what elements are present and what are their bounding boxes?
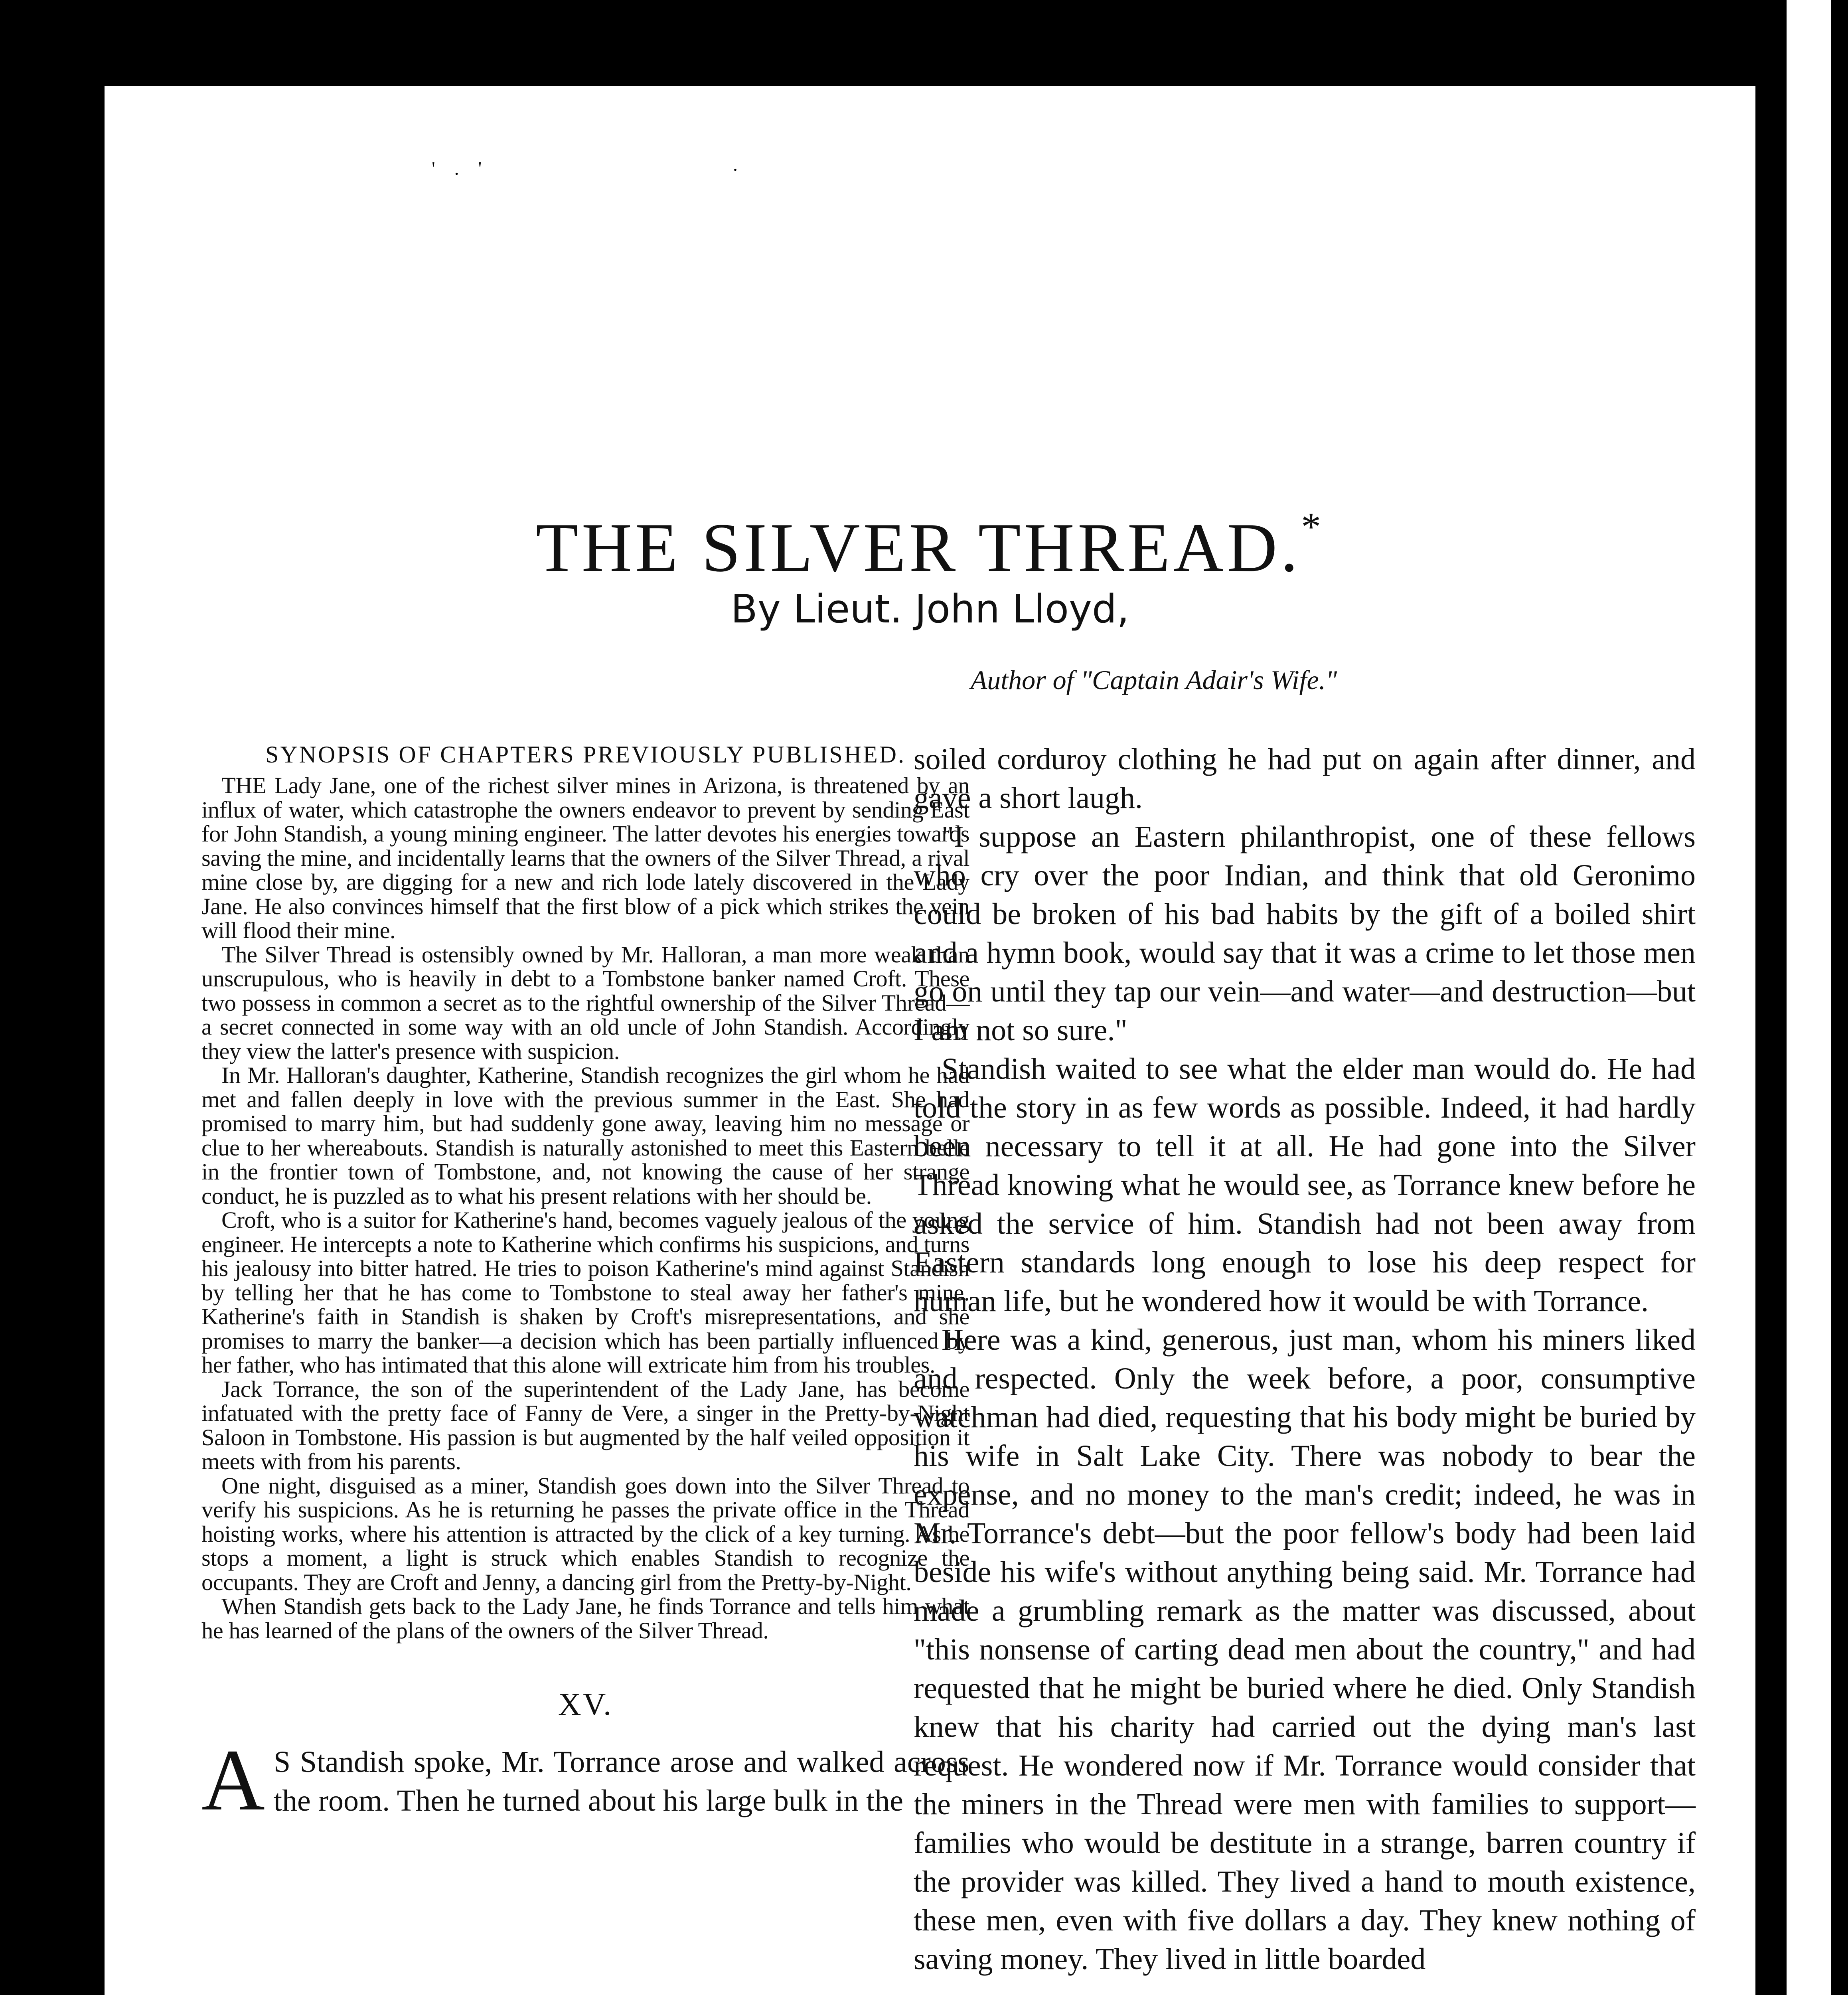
article-title	[105, 504, 1755, 588]
chapter-opening	[201, 1731, 969, 1829]
left-column	[201, 740, 969, 1829]
byline: By Lieut. John Lloyd,	[731, 587, 1129, 632]
synopsis-paragraph: When Standish gets back to the Lady Jane, he finds Torrance and tells him what he has learned of the plans of the owners of the Silver Thread.	[201, 1593, 969, 1643]
author-of-line: Author of "Captain Adair's Wife."	[970, 665, 1337, 695]
continued-paragraph: soiled corduroy clothing he had put on again after dinner, and gave a short laugh.	[914, 743, 1696, 815]
chapter-number: XV.	[558, 1687, 613, 1722]
synopsis-paragraph: One night, disguised as a miner, Standish goes down into the Silver Thread to verify his suspicions. As he is returning he passes the private office in the Thread hoisting works, where his attention is attracted by the click of a key turning. As he stops a moment, a light is struck which enables Standish to recognize the occupants. They are Croft and Jenny, a dancing girl from the Pretty-by-Night.	[201, 1472, 969, 1595]
synopsis-paragraph: Croft, who is a suitor for Katherine's hand, becomes vaguely jealous of the young engineer. He intercepts a note to Katherine which confirms his suspicions, and turns his jealousy into bitter hatred. He tries to poison Katherine's mind against Standish by telling her that he has come to Tombstone to steal away her father's mine. Katherine's faith in Standish is shaken by Croft's misrepresentations, and she promises to marry the banker—a decision which has been partially influenced by her father, who has intimated that this alone will extricate him from his troubles.	[201, 1207, 969, 1378]
synopsis-paragraph: The Silver Thread is ostensibly owned by Mr. Halloran, a man more weak than unscrupulous, who is heavily in debt to a Tombstone banker named Croft. These two possess in common a secret as to the rightful ownership of the Silver Thread—a secret connected in some way with an old uncle of John Standish. Accordingly they view the latter's presence with suspicion.	[201, 941, 969, 1064]
synopsis-paragraph: THE Lady Jane, one of the richest silver mines in Arizona, is threatened by an influx of water, which catastrophe the owners endeavor to prevent by sending East for John Standish, a young mining engineer. The latter devotes his energies towards saving the mine, and incidentally learns that the owners of the Silver Thread, a rival mine close by, are digging for a new and rich lode lately discovered in the Lady Jane. He also convinces himself that the first blow of a pick which strikes the vein will flood their mine.	[201, 772, 969, 943]
header-specks: ' . '	[432, 158, 489, 179]
story-paragraph: "I suppose an Eastern philanthropist, one of these fellows who cry over the poor Indian, and think that old Geronimo could be broken of his bad habits by the gift of a boiled shirt and a hymn book, would say that it was a crime to let those men go on until they tap our vein—and water—and destruction—but I am not so sure."	[914, 820, 1696, 1047]
drop-cap: A	[201, 1731, 265, 1829]
story-paragraph: Standish waited to see what the elder man would do. He had told the story in as few words as possible. Indeed, it had hardly been necessary to tell it at all. He had gone into the Silver Thread knowing what he would see, as Torrance knew before he asked the service of him. Standish had not been away from Eastern standards long enough to lose his deep respect for human life, but he wondered how it would be with Torrance.	[914, 1052, 1696, 1318]
right-column	[914, 740, 1696, 1979]
title-footnote-mark: *	[1301, 504, 1325, 549]
title-text: THE SILVER THREAD.	[535, 509, 1301, 587]
header-dot: .	[733, 154, 738, 175]
chapter-opening-text: S Standish spoke, Mr. Torrance arose and walked across the room. Then he turned about his large bulk in the	[273, 1745, 969, 1817]
story-paragraph: Here was a kind, generous, just man, whom his miners liked and respected. Only the week before, a poor, consumptive watchman had died, requesting that his body might be buried by his wife in Salt Lake City. There was nobody to bear the expense, and no money to the man's credit; indeed, he was in Mr. Torrance's debt—but the poor fellow's body had been laid beside his wife's without anything being said. Mr. Torrance had made a grumbling remark as the matter was discussed, about "this nonsense of carting dead men about the country," and had requested that he might be buried where he died. Only Standish knew that his charity had carried out the dying man's last request. He wondered now if Mr. Torrance would consider that the miners in the Thread were men with families to support—families who would be destitute in a strange, barren country if the provider was killed. They lived a hand to mouth existence, these men, even with five dollars a day. They knew nothing of saving money. They lived in little boarded	[914, 1323, 1696, 1976]
synopsis-paragraph: Jack Torrance, the son of the superintendent of the Lady Jane, has become infatuated with the pretty face of Fanny de Vere, a singer in the Pretty-by-Night Saloon in Tombstone. His passion is but augmented by the half veiled opposition it meets with from his parents.	[201, 1376, 969, 1474]
synopsis-paragraph: In Mr. Halloran's daughter, Katherine, Standish recognizes the girl whom he had met and fallen deeply in love with the previous summer in the East. She had promised to marry him, but had suddenly gone away, leaving him no message or clue to her whereabouts. Standish is naturally astonished to meet this Eastern belle in the frontier town of Tombstone, and, not knowing the cause of her strange conduct, he is puzzled as to what his present relations with her should be.	[201, 1062, 969, 1209]
synopsis-heading: SYNOPSIS OF CHAPTERS PREVIOUSLY PUBLISHED.	[265, 741, 906, 768]
adjacent-page-strip	[1783, 0, 1831, 1995]
magazine-page	[105, 86, 1755, 1995]
